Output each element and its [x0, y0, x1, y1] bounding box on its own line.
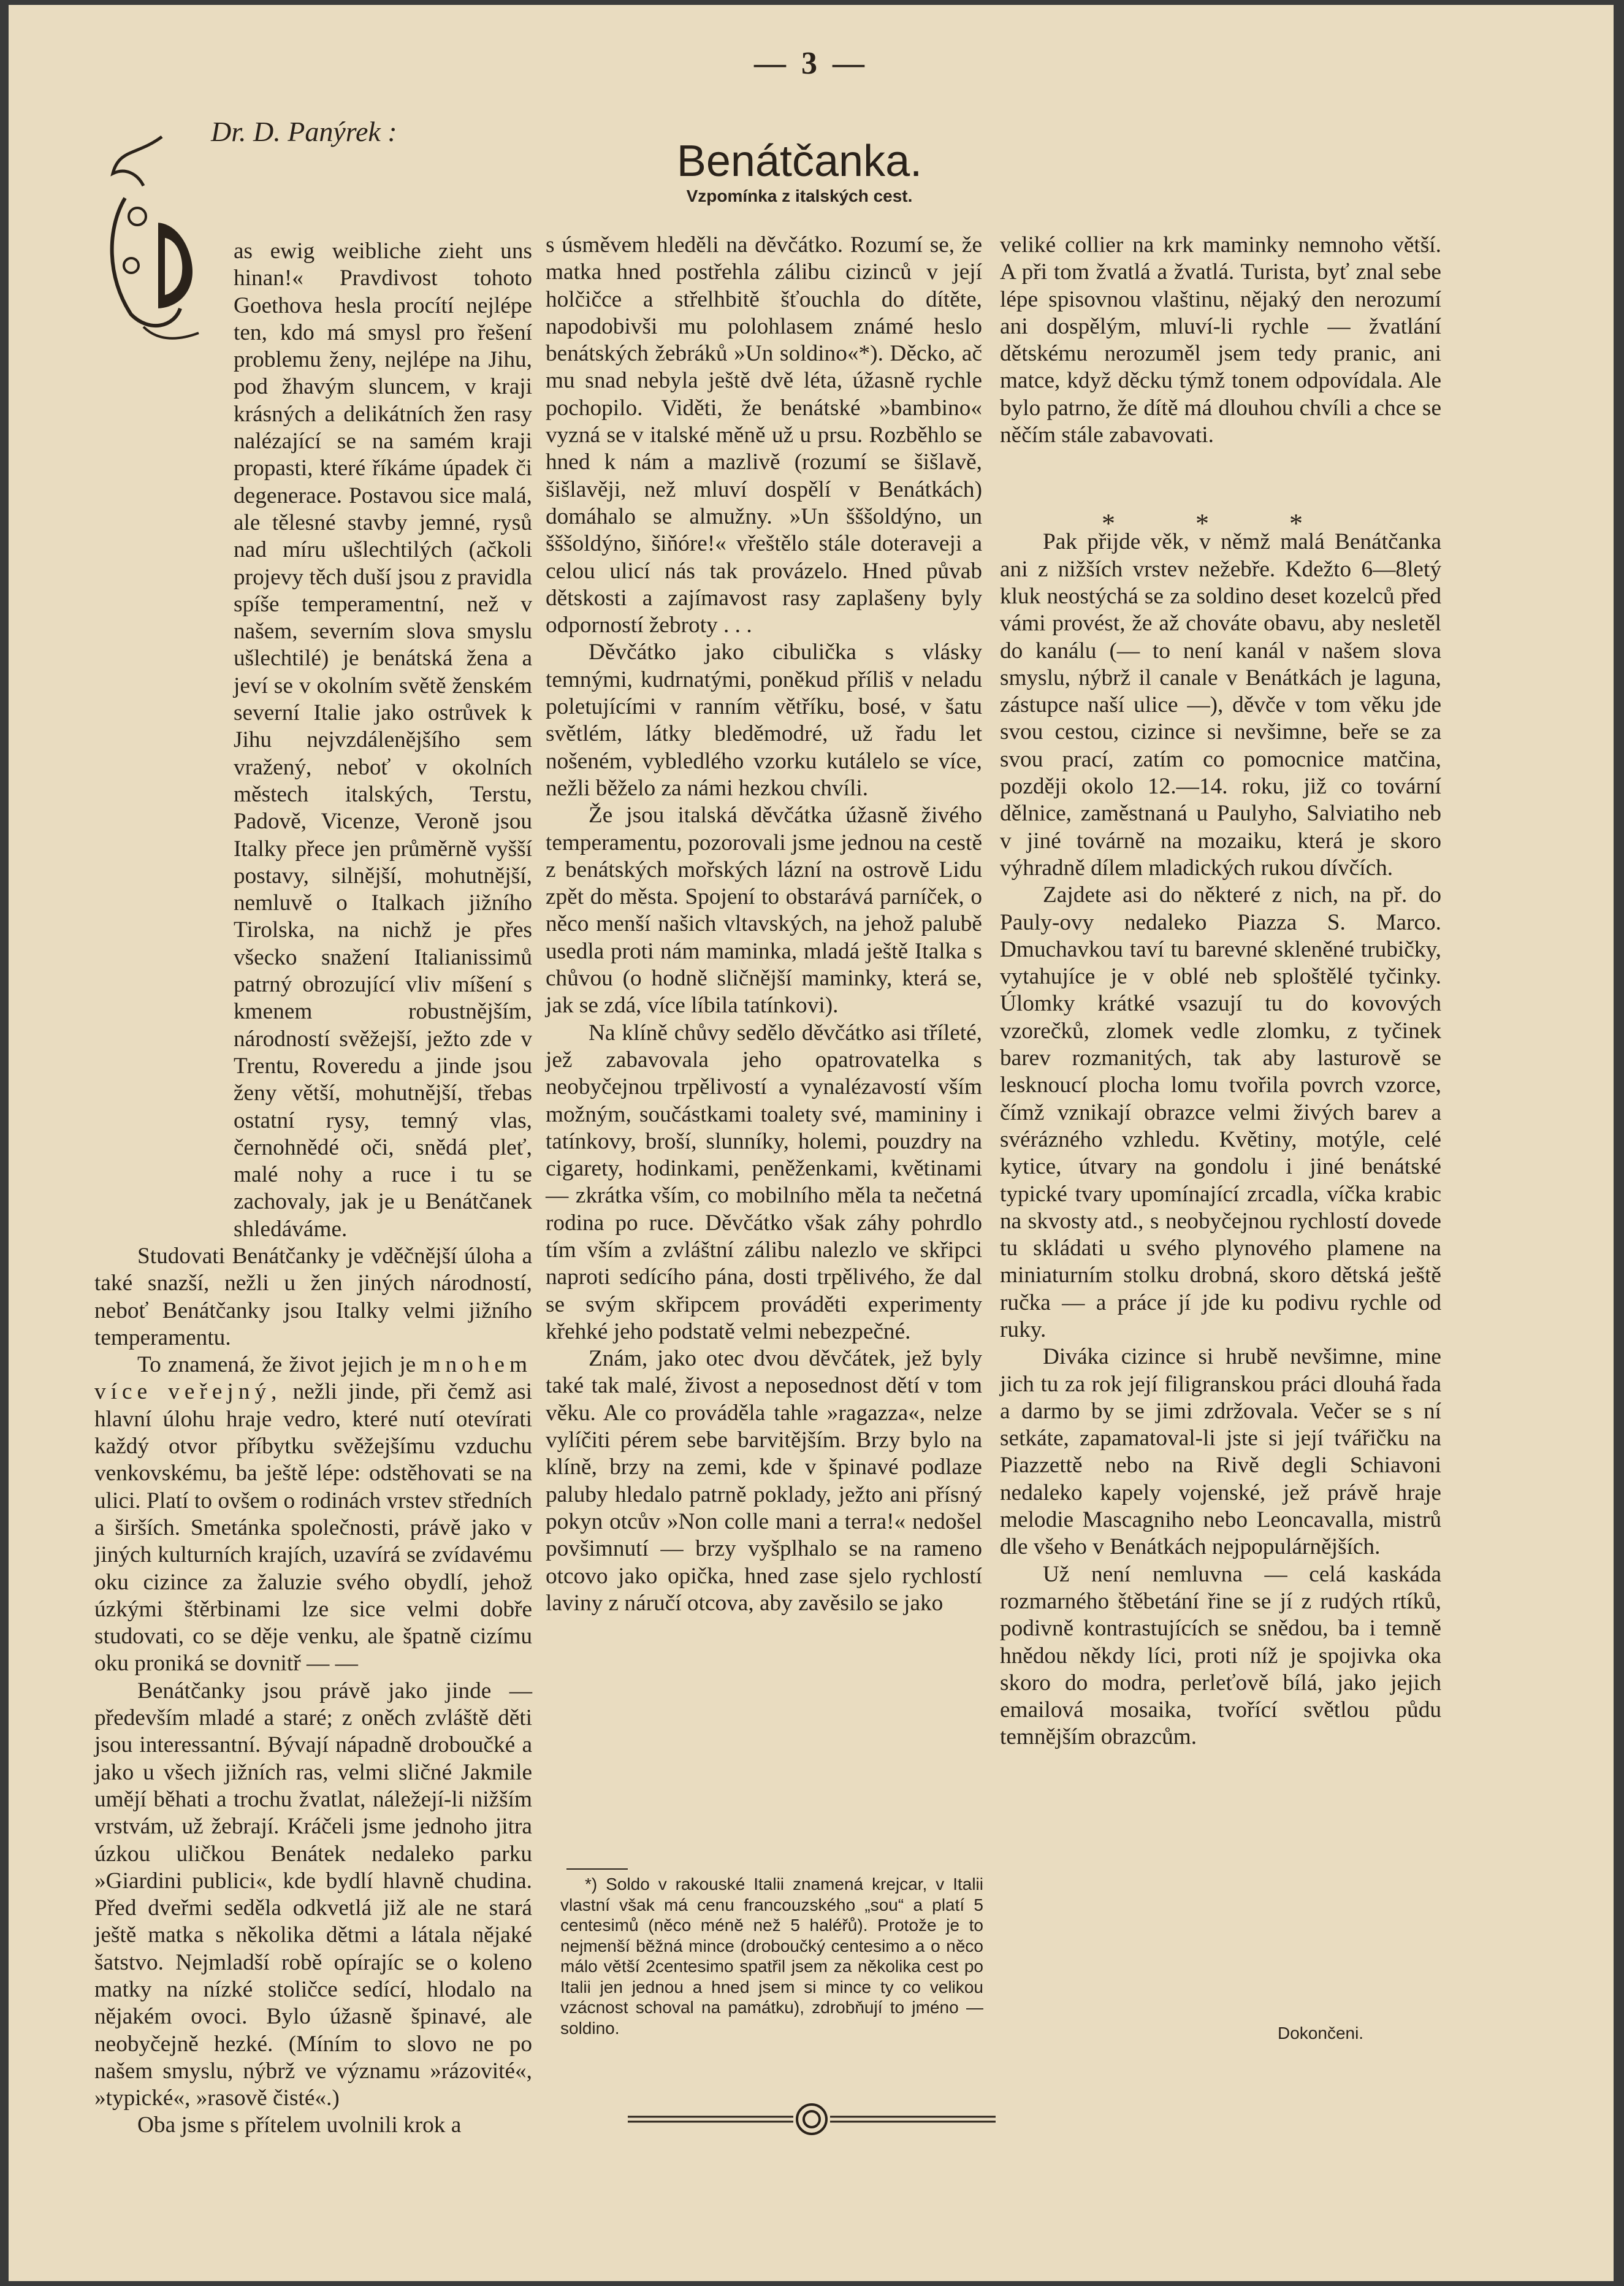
paragraph: Diváka cizince si hrubě nevšimne, mine jich tu za rok její filigranskou práci dlouhá řada a darmo by se jimi zdržovala. Večer se s ní setkáte, zapamatoval-li jste si její tvářičku na Piazzettě nebo na Rivě degli Schiavoni nedaleko kapely vojenské, jež právě hraje melodie Mascagniho nebo Leoncavalla, mistrů dle všeho v Benátkách nejpopulárnějších. — [1000, 1344, 1441, 1560]
article-title: Benátčanka. — [676, 137, 923, 186]
section-asterism: * * * — [1102, 508, 1340, 538]
paragraph: Benátčanky jsou právě jako jinde — především mladé a staré; z oněch zvláště děti jsou interessantní. Bývají nápadně droboučké a jako u všech jižních ras, velmi sličné Jakmile umějí běhati a trochu žvatlat, náležejí-li nižším vrstvám, už žebrají. Kráčeli jsme jednoho jitra úzkou uličkou Benátek nedaleko parku »Giardini publici«, kde bydlí hlavně chudina. Před dveřmi seděla odkvetlá již ale ne stará ještě matka s několika dětmi a látala nějaké šatstvo. Nejmladší robě opírajíc se o koleno matky na nízké stoličce sedící, hlodalo na nějakém ovoci. Bylo úžasně špinavé, ale neobyčejně hezké. (Míním to slovo ne po našem smyslu, nýbrž ve významu »rázovité«, »typické«, »rasově čisté«.) — [94, 1678, 532, 2111]
page-number: — 3 — — [754, 46, 868, 81]
footnote — [560, 1874, 983, 2038]
paragraph: Oba jsme s přítelem uvolnili krok a — [137, 2112, 462, 2138]
column-3 — [1000, 232, 1441, 1751]
paragraph: Studovati Benátčanky je vděčnější úloha a také snazší, nežli u žen jiných národností, neboť Benátčanky jsou Italky velmi jižního temperamentu. — [94, 1243, 532, 1350]
text-run: nežli jinde, při čemž asi hlavní úlohu hraje vedro, které nutí otevírati každý otvor příbytku svěžejšímu vzduchu venkovskému, ba ještě lépe: odstěhovati se na ulici. Platí to ovšem o rodinách vrstev středních a širších. Smetánka společnosti, právě jako v jiných kulturních krajích, uzavírá se zvídavému oku cizince za žaluzie svého obydlí, jehož úzkými štěrbinami lze sice velmi dobře studovati, co se děje venku, ale špatně cizímu oku proniká se dovnitř — — — [94, 1379, 533, 1676]
continued-note: Dokončeni. — [1278, 2024, 1364, 2043]
spaced-emphasis: mnohem více veřejný, — [94, 1352, 532, 1405]
paragraph: as ewig weibliche zieht uns hinan!« Pravdivost tohoto Goethova hesla procítí nejlépe ten, kdo má smysl pro řešení problemu ženy, nejlépe na Jihu, pod žhavým sluncem, v kraji krásných a delikátních žen rasy nalézající se na samém kraji propasti, které říkáme úpadek či degenerace. Postavou sice malá, ale tělesné stavby jemné, rysů nad míru ušlechtilých (ačkoli projevy těch duší jsou z pravidla spíše temperamentní, než v našem, severním slova smyslu ušlechtilé) je benátská žena a jeví se v okolním světě ženském severní Italie jako ostrůvek k Jihu nejvzdálenějšího sem vražený, neboť v okolních městech italských, Terstu, Padově, Vicenze, Veroně jsou Italky přece jen průměrně vyšší postavy, silnější, mohutnější, nemluvě o Italkach jižního Tirolska, na nichž je přes všecko snažení Italianissimů patrný obrozující vliv míšení s kmenem robustnějším, národností svěžejší, ježto zde v Trentu, Roveredu a jinde jsou ženy větší, mohutnější, třebas ostatní rysy, temný vlas, černohnědé oči, snědá pleť, malé nohy a ruce i tu se zachovaly, jak je u Benátčanek shledáváme. — [234, 239, 532, 1242]
paragraph: Už není nemluvna — celá kaskáda rozmarného štěbetání řine se jí z rudých rtíků, podivně kontrastujících se snědou, ba i temně hnědou někdy líci, proti níž je spojivka oka skoro do modra, perleťově bílá, jako jejich emailová mosaika, tvořící světlou půdu temnějším obrazcům. — [1000, 1561, 1441, 1750]
footnote-divider — [566, 1868, 628, 1870]
paragraph: Že jsou italská děvčátka úžasně živého temperamentu, pozorovali jsme jednou na cestě z benátských mořských lázní na ostrově Lidu zpět do města. Spojení to obstarává parníček, o něco menší našich vltavských, na jehož palubě usedla proti nám maminka, mladá ještě Italka s chůvou (o hodně sličnější maminky, která se, jak se zdá, více líbila tatínkovi). — [546, 803, 982, 1019]
article-subtitle: Vzpomínka z italských cest. — [686, 186, 913, 205]
text-run: To znamená, že život jejich je — [137, 1352, 416, 1378]
paragraph: veliké collier na krk maminky nemnoho větší. A při tom žvatlá a žvatlá. Turista, byť znal sebe lépe spisovnou vlaštinu, nějaký den nerozumí ani dospělým, mluví-li rychle — žvatlání dětskému nerozuměl jsem tedy pranic, ani matce, když děcku týmž tonem odpovídala. Ale bylo patrno, že dítě má dlouhou chvíli a chce se něčím stále zabavovati. — [1000, 232, 1441, 448]
paragraph: Pak přijde věk, v němž malá Benátčanka ani z nižších vrstev nežebře. Kdežto 6—8letý kluk neostýchá se za soldino deset kozelců před vámi provést, že až chováte obavu, aby nesletěl do kanálu (— to není kanál v našem slova smyslu, nýbrž il canale v Benátkách je laguna, zástupce naší ulice —), děvče v tom věku jde svou cestou, cizince si nevšimne, beře se za svou prací, zatím co pomocnice matčina, později okolo 12.—14. roku, již co tovární dělnice, zaměstnaná u Paulyho, Salviatiho neb v jiné továrně na mozaiku, která je skoro výhradně dílem mladických rukou dívčích. — [1000, 529, 1441, 881]
paragraph: Zajdete asi do některé z nich, na př. do Pauly-ovy nedaleko Piazza S. Marco. Dmuchavkou taví tu barevné skleněné trubičky, vytahujíce je v oblé neb sploštělé tyčinky. Úlomky krátké vsazují tu do kovových vzorečků, zlomek vedle zlomku, z tyčinek barev rozmanitých, tak aby lasturově se lesknoucí plocha lomu tvořila povrch vzorce, čímž vznikají obrazce velmi živých barev a svérázného vzhledu. Květiny, motýle, celé kytice, útvary na gondolu i jiné benátské typické tvary upomínající zrcadla, víčka krabic na skvosty atd., s neobyčejnou rychlostí dovede tu skládati u svého plynového plamene na miniaturním stolku drobná, skoro dětská ještě ručka — a práce jí jde ku podivu rychle od ruky. — [1000, 882, 1441, 1342]
ornamental-rule-icon — [628, 2101, 996, 2138]
paragraph: s úsměvem hleděli na děvčátko. Rozumí se, že matka hned postřehla zálibu cizinců v její holčičce a střelhbitě šťouchla do dítěte, napodobivši mu polohlasem známé heslo benátských žebráků »Un soldino«*). Děcko, ač mu snad nebyla ještě dvě léta, úžasně rychle pochopilo. Viděti, že benátské »bambino« vyzná se v italské měně už u prsu. Rozběhlo se hned k nám a mazlivě (rozumí se šišlavě, šišlavěji, než mluví dospělí v Benátkách) domáhalo se almužny. »Un šššoldýno, un šššoldýno, šiňóre!« vřeštělo stále doteraveji a celou ulicí nás tak provázelo. Hned půvab dětskosti a zajímavost rasy zaplašeny byly odporností žebroty . . . — [546, 232, 982, 638]
paragraph: Na klíně chůvy sedělo děvčátko asi tříleté, jež zabavovala jeho opatrovatelka s neobyčejnou trpělivostí a vynalézavostí vším možným, součástkami toalety své, mamininy i tatínkovy, broší, slunníky, holemi, pouzdry na cigarety, hodinkami, peněženkami, květinami — zkrátka vším, co mobilního měla ta nečetná rodina po ruce. Děvčátko však záhy pohrdlo tím vším a zvláštní zálibu nalezlo ve skřipci naproti sedícího pána, dosti trpělivého, že dal se svým skřipcem prováděti experimenty křehké jeho podstatě velmi nebezpečné. — [546, 1020, 982, 1344]
footnote-text: *) Soldo v rakouské Italii znamená krejcar, v Italii vlastní však má cenu francouzského „sou“ a platí 5 centesimů (něco méně než 5 haléřů). Protože je to nejmenší běžná mince (droboučký centesimo a o něco málo větší 2centesimo spatřil jsem za několika cest po Italii jen jednou a hned jsem si mince ty co velikou vzácnost schoval na památku), zdrobňují to jméno — soldino. — [560, 1875, 983, 2038]
paragraph — [94, 1351, 532, 1678]
paragraph: Znám, jako otec dvou děvčátek, jež byly také tak malé, živost a neposednost dětí v tom věku. Ale co prováděla tahle »ragazza«, nelze vylíčiti pérem sebe barvitějším. Brzy bylo na klíně, brzy na zemi, kde v špinavé podlaze paluby hledalo patrně poklady, ježto ani přísný pokyn otcův »Non colle mani a terra!« nedošel povšimnutí — brzy vyšplhalo se na rameno otcovo jako opička, hned zase sjelo rychlostí laviny z náručí otcova, aby zavěsilo se jako — [546, 1346, 982, 1616]
column-2 — [546, 232, 982, 1617]
magazine-page — [9, 5, 1614, 2281]
author-byline: Dr. D. Panýrek : — [211, 116, 397, 147]
column-1 — [94, 238, 532, 2139]
paragraph: Děvčátko jako cibulička s vlásky temnými, kudrnatými, poněkud příliš v neladu poletujícími v ranním větříku, bosé, v šatu světlém, látky bleděmodré, už řadu let nošeném, vybledlého vzorku kutálelo se více, nežli běželo za námi hezkou chvíli. — [546, 640, 982, 801]
